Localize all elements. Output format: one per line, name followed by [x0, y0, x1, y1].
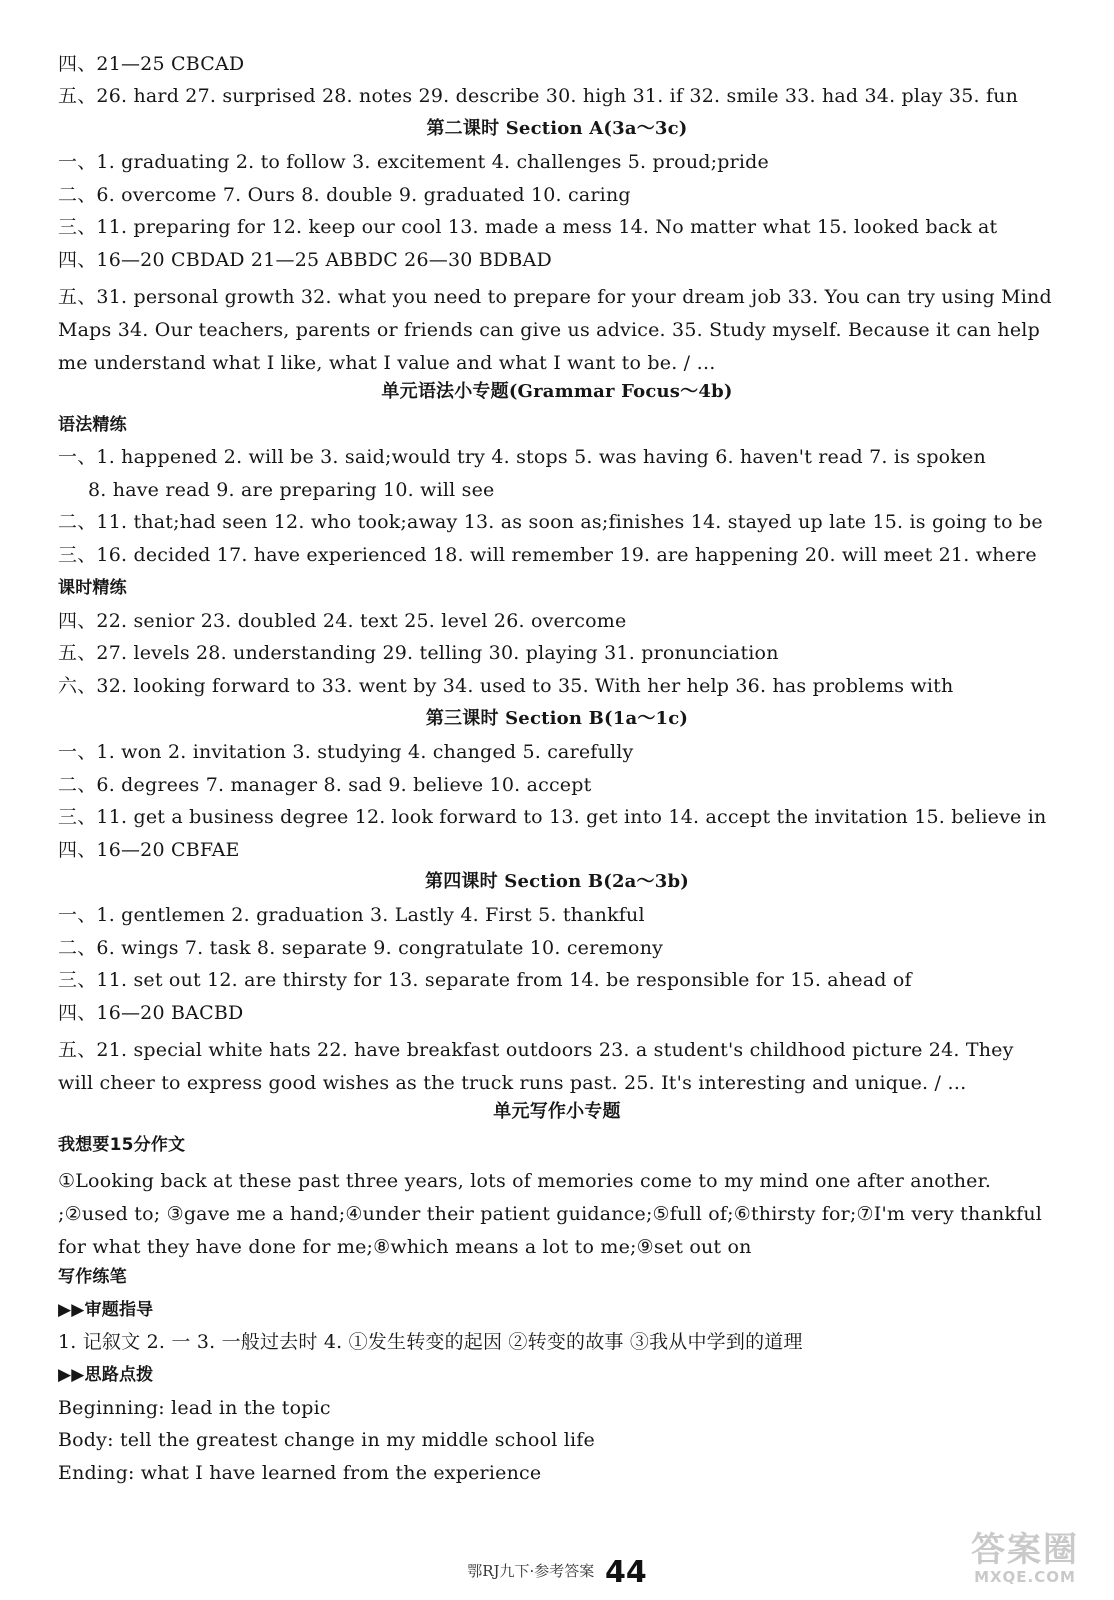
answer-line: 二、11. that;had seen 12. who took;away 13. as soon as;finishes 14. stayed up late 15. is going to be: [58, 511, 1043, 533]
answer-paragraph: 五、31. personal growth 32. what you need to prepare for your dream job 33. You can try using Mind Maps 34. Our teachers, parents or friends can give us advice. 35. Study myself. Because it can help me understand what I like, what I value and what I want to be. / …: [58, 286, 1052, 374]
answer-line: 五、26. hard 27. surprised 28. notes 29. describe 30. high 31. if 32. smile 33. had 34. play 35. fun: [58, 85, 1019, 107]
outline-line: Ending: what I have learned from the experience: [58, 1462, 542, 1484]
page-number: 44: [605, 1555, 647, 1590]
footer-label: 鄂RJ九下·参考答案: [467, 1562, 595, 1580]
outline-line: Body: tell the greatest change in my middle school life: [58, 1429, 595, 1451]
answer-line: 三、11. preparing for 12. keep our cool 13. made a mess 14. No matter what 15. looked back at: [58, 216, 998, 238]
watermark-text: 答案圈: [971, 1530, 1079, 1570]
answer-line: 六、32. looking forward to 33. went by 34. used to 35. With her help 36. has problems with: [58, 675, 954, 697]
answer-line: 一、1. gentlemen 2. graduation 3. Lastly 4. First 5. thankful: [58, 904, 645, 926]
page-footer: [0, 1555, 1114, 1590]
section-label: 我想要15分作文: [58, 1135, 186, 1155]
answer-line: 四、21—25 CBCAD: [58, 53, 245, 75]
answer-line: 五、27. levels 28. understanding 29. telling 30. playing 31. pronunciation: [58, 642, 779, 664]
unit-heading: 单元写作小专题: [493, 1101, 621, 1122]
answer-line: 一、1. won 2. invitation 3. studying 4. changed 5. carefully: [58, 741, 634, 763]
answer-line: 1. 记叙文 2. 一 3. 一般过去时 4. ①发生转变的起因 ②转变的故事 ③我从中学到的道理: [58, 1331, 803, 1353]
answer-line: 四、16—20 CBFAE: [58, 839, 240, 861]
lesson-heading: 第四课时 Section B(2a～3b): [425, 871, 689, 892]
answer-line: 二、6. degrees 7. manager 8. sad 9. believe 10. accept: [58, 774, 592, 796]
watermark-url: MXQE.COM: [974, 1568, 1076, 1586]
answer-line: 四、22. senior 23. doubled 24. text 25. level 26. overcome: [58, 610, 627, 632]
section-label: 写作练笔: [58, 1267, 127, 1287]
answer-line: 三、11. set out 12. are thirsty for 13. separate from 14. be responsible for 15. ahead of: [58, 969, 912, 991]
section-label: 语法精练: [58, 415, 127, 435]
section-label: 课时精练: [58, 578, 127, 598]
answer-line: 二、6. wings 7. task 8. separate 9. congratulate 10. ceremony: [58, 937, 664, 959]
answer-line: 四、16—20 CBDAD 21—25 ABBDC 26—30 BDBAD: [58, 249, 552, 271]
lesson-heading: 第三课时 Section B(1a～1c): [425, 708, 689, 729]
answer-line: 三、16. decided 17. have experienced 18. will remember 19. are happening 20. will meet 21. where: [58, 544, 1037, 566]
answer-line: 一、1. happened 2. will be 3. said;would try 4. stops 5. was having 6. haven't read 7. is spoken: [58, 446, 986, 468]
model-essay-phrases: ①Looking back at these past three years, lots of memories come to my mind one after another. ;②used to; ③gave me a hand;④under their patient guidance;⑤full of;⑥thirsty for;⑦I'm very thankful for what they have done for me;⑧which means a lot to me;⑨set out on: [58, 1170, 1043, 1258]
answer-line: 二、6. overcome 7. Ours 8. double 9. graduated 10. caring: [58, 184, 631, 206]
subsection-label: ▶▶思路点拨: [58, 1365, 154, 1385]
answer-paragraph: 五、21. special white hats 22. have breakfast outdoors 23. a student's childhood picture 24. They will cheer to express good wishes as the truck runs past. 25. It's interesting and unique. / …: [58, 1039, 1014, 1094]
answer-line: 四、16—20 BACBD: [58, 1002, 244, 1024]
lesson-heading: 第二课时 Section A(3a～3c): [426, 118, 688, 139]
unit-heading: 单元语法小专题(Grammar Focus～4b): [381, 381, 733, 402]
answer-line: 一、1. graduating 2. to follow 3. excitement 4. challenges 5. proud;pride: [58, 151, 769, 173]
answer-line: 三、11. get a business degree 12. look forward to 13. get into 14. accept the invitation 15. believe in: [58, 806, 1047, 828]
outline-line: Beginning: lead in the topic: [58, 1397, 331, 1419]
answer-line: 8. have read 9. are preparing 10. will see: [88, 479, 495, 501]
subsection-label: ▶▶审题指导: [58, 1300, 154, 1320]
watermark-logo: [950, 1532, 1100, 1592]
